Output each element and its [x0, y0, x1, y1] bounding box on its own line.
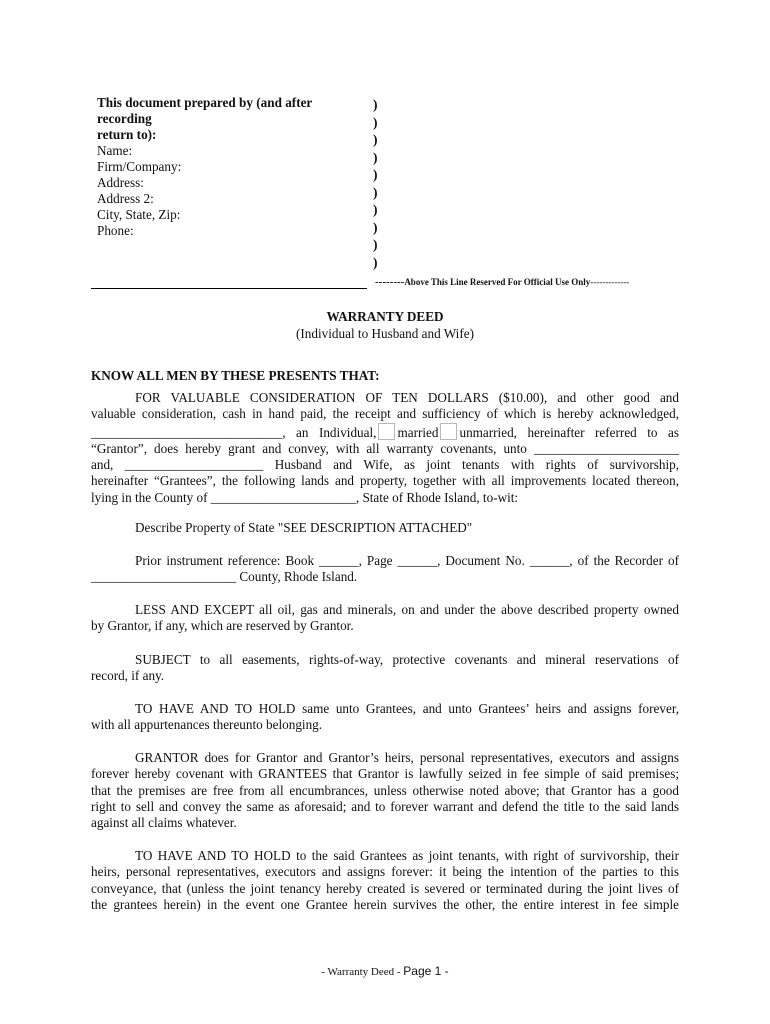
property-description-paragraph — [91, 520, 679, 536]
less-and-except-line: LESS AND EXCEPT all oil, gas and minerals, on and under the above described property owned — [135, 602, 679, 617]
warranty-line: that the premises are free from all encumbrances, unless otherwise noted above; that Grantor has a good — [91, 782, 679, 798]
unmarried-label: unmarried, hereinafter referred to as — [459, 424, 679, 440]
document-title: WARRANTY DEED — [326, 309, 444, 324]
married-checkbox[interactable] — [378, 423, 395, 440]
preparer-address-label: Address: — [97, 175, 144, 190]
footer-label: - Warranty Deed - — [321, 966, 404, 978]
consideration-paragraph — [91, 390, 679, 506]
bracket-paren: ) — [373, 184, 378, 200]
subject-to-paragraph — [91, 652, 679, 685]
preparer-city-label: City, State, Zip: — [97, 207, 181, 222]
official-use-text: Above This Line Reserved For Official Use Only — [404, 277, 591, 287]
less-and-except-line: by Grantor, if any, which are reserved by Grantor. — [91, 618, 354, 634]
know-all-men-heading: KNOW ALL MEN BY THESE PRESENTS THAT: — [91, 368, 380, 383]
preparer-address2-label: Address 2: — [97, 191, 154, 206]
habendum-paragraph — [91, 701, 679, 734]
consideration-line: valuable consideration, cash in hand paid, the receipt and sufficiency of which is hereby acknowledged, — [91, 406, 679, 422]
warranty-line: right to sell and convey the same as aforesaid; and to forever warrant and defend the title to the said lands — [91, 798, 679, 814]
unmarried-checkbox[interactable] — [440, 423, 457, 440]
official-use-dashes: -------- — [375, 276, 405, 288]
joint-tenancy-line: the grantees herein) in the event one Grantee herein survives the other, the entire interest in fee simple — [91, 896, 679, 912]
page-footer — [0, 964, 770, 978]
joint-tenancy-paragraph — [91, 848, 679, 913]
bracket-paren: ) — [373, 97, 378, 112]
consideration-line: and, _____________________ Husband and Wife, as joint tenants with rights of survivorship, — [91, 457, 679, 473]
official-use-notice — [375, 276, 629, 288]
property-description: Describe Property of State "SEE DESCRIPTION ATTACHED" — [135, 520, 473, 535]
prior-instrument-line: Prior instrument reference: Book ______, Page ______, Document No. ______, of the Recorder of — [135, 553, 679, 568]
prior-instrument-paragraph — [91, 553, 679, 586]
bracket-paren: ) — [373, 202, 378, 217]
joint-tenancy-line: TO HAVE AND TO HOLD to the said Grantees as joint tenants, with right of survivorship, their — [135, 848, 679, 863]
habendum-line: TO HAVE AND TO HOLD same unto Grantees, and unto Grantees’ heirs and assigns forever, — [135, 701, 679, 716]
joint-tenancy-line: heirs, personal representatives, executors and assigns forever: it being the intention of the parties to this — [91, 864, 679, 880]
subject-to-line: record, if any. — [91, 668, 165, 684]
bracket-paren: ) — [373, 167, 378, 182]
subject-to-line: SUBJECT to all easements, rights-of-way, protective covenants and mineral reservations of — [135, 652, 679, 667]
preparer-name-label: Name: — [97, 143, 133, 158]
footer-page-number: Page 1 - — [403, 964, 449, 978]
preparer-heading-cont: return to): — [97, 127, 157, 142]
preparer-phone-label: Phone: — [97, 223, 134, 238]
bracket-paren: ) — [373, 132, 378, 147]
consideration-line: lying in the County of ______________________, State of Rhode Island, to-wit: — [91, 489, 519, 505]
warranty-line: GRANTOR does for Grantor and Grantor’s heirs, personal representatives, executors and assigns — [135, 750, 679, 765]
bracket-paren: ) — [373, 237, 378, 252]
habendum-line: with all appurtenances thereunto belonging. — [91, 717, 323, 733]
married-label: married — [397, 424, 439, 440]
warranty-covenant-paragraph — [91, 750, 679, 831]
consideration-line: hereinafter “Grantees”, the following lands and property, together with all improvements located thereon, — [91, 473, 679, 489]
official-use-tail: ------------- — [590, 277, 630, 287]
bracket-paren: ) — [373, 219, 378, 235]
joint-tenancy-line: conveyance, that (unless the joint tenancy hereby created is severed or terminated during the joint lives of — [91, 880, 679, 896]
document-subtitle: (Individual to Husband and Wife) — [296, 326, 474, 341]
consideration-line: FOR VALUABLE CONSIDERATION OF TEN DOLLARS ($10.00), and other good and — [135, 390, 679, 405]
less-and-except-paragraph — [91, 602, 679, 635]
bracket-paren: ) — [373, 149, 378, 165]
bracket-paren: ) — [373, 254, 378, 270]
warranty-line: against all claims whatever. — [91, 815, 237, 831]
preparer-heading: This document prepared by (and after recording — [97, 95, 313, 126]
preparer-firm-label: Firm/Company: — [97, 159, 182, 174]
recording-divider-line — [91, 288, 367, 289]
prior-instrument-line: ______________________ County, Rhode Island. — [91, 569, 358, 585]
bracket-column — [373, 96, 383, 271]
preparer-block — [97, 95, 367, 239]
consideration-line: “Grantor”, does hereby grant and convey, with all warranty covenants, unto ______________________ — [91, 440, 679, 456]
grantor-name-blank: _____________________________, an Individual, — [91, 424, 377, 440]
bracket-paren: ) — [373, 114, 378, 130]
warranty-line: forever hereby covenant with GRANTEES that Grantor is lawfully seized in fee simple of said premises; — [91, 766, 679, 782]
